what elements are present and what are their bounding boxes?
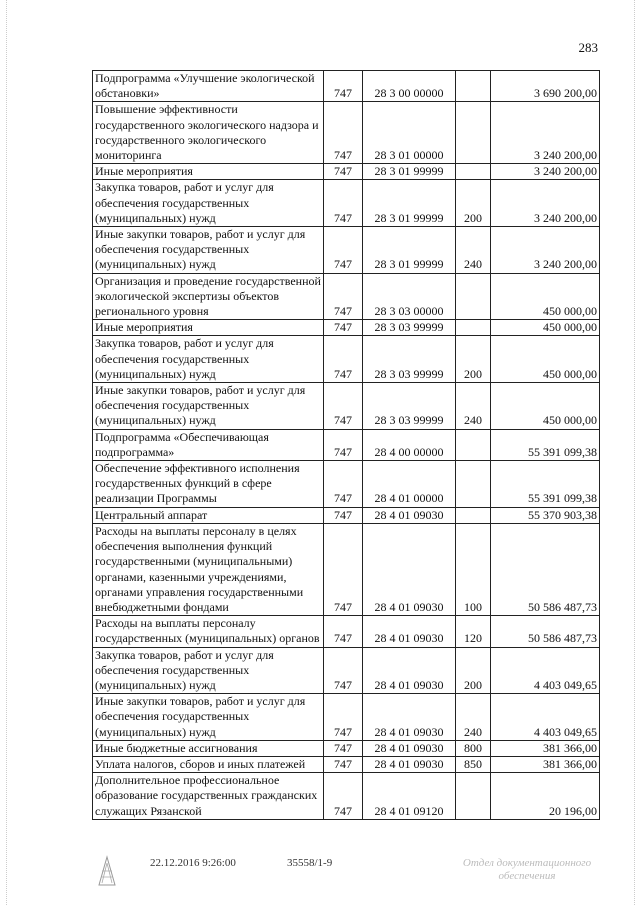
- row-name-cell: Закупка товаров, работ и услуг для обеспечения государственных (муниципальных) нужд: [93, 336, 324, 383]
- row-article-cell: 28 4 01 09030: [363, 756, 456, 772]
- row-name-cell: Подпрограмма «Улучшение экологической обстановки»: [93, 71, 324, 102]
- row-name-cell: Закупка товаров, работ и услуг для обеспечения государственных (муниципальных) нужд: [93, 647, 324, 694]
- row-sum-cell: 381 366,00: [491, 740, 600, 756]
- scan-edge-left: [6, 0, 8, 905]
- row-type-cell: 200: [456, 336, 491, 383]
- row-sum-cell: 3 240 200,00: [491, 164, 600, 180]
- row-sum-cell: 3 240 200,00: [491, 227, 600, 274]
- row-article-cell: 28 4 01 00000: [363, 461, 456, 508]
- table-row: [93, 773, 600, 820]
- row-name-cell: Центральный аппарат: [93, 507, 324, 523]
- print-date: 22.12.2016 9:26:00: [150, 857, 236, 869]
- row-name-cell: Подпрограмма «Обеспечивающая подпрограмма»: [93, 429, 324, 460]
- row-code-cell: 747: [324, 647, 363, 694]
- table-row: [93, 616, 600, 647]
- row-type-cell: 850: [456, 756, 491, 772]
- row-sum-cell: 20 196,00: [491, 773, 600, 820]
- row-article-cell: 28 4 01 09030: [363, 523, 456, 615]
- table-row: [93, 461, 600, 508]
- row-code-cell: 747: [324, 164, 363, 180]
- row-name-cell: Дополнительное профессиональное образование государственных гражданских служащих Рязанской: [93, 773, 324, 820]
- row-article-cell: 28 3 03 99999: [363, 320, 456, 336]
- table-row: [93, 336, 600, 383]
- row-code-cell: 747: [324, 773, 363, 820]
- row-article-cell: 28 4 01 09030: [363, 694, 456, 741]
- row-type-cell: 240: [456, 694, 491, 741]
- row-name-cell: Иные мероприятия: [93, 164, 324, 180]
- row-type-cell: [456, 164, 491, 180]
- table-row: [93, 507, 600, 523]
- row-type-cell: [456, 461, 491, 508]
- table-row: [93, 71, 600, 102]
- row-article-cell: 28 4 01 09030: [363, 507, 456, 523]
- row-article-cell: 28 4 01 09120: [363, 773, 456, 820]
- row-type-cell: 240: [456, 227, 491, 274]
- table-row: [93, 383, 600, 430]
- row-code-cell: 747: [324, 180, 363, 227]
- table-row: [93, 429, 600, 460]
- row-article-cell: 28 3 00 00000: [363, 71, 456, 102]
- row-type-cell: [456, 429, 491, 460]
- row-name-cell: Повышение эффективности государственного экологического надзора и государственного экологического мониторинга: [93, 102, 324, 164]
- row-sum-cell: 450 000,00: [491, 320, 600, 336]
- row-article-cell: 28 4 01 09030: [363, 647, 456, 694]
- row-name-cell: Уплата налогов, сборов и иных платежей: [93, 756, 324, 772]
- row-sum-cell: 3 240 200,00: [491, 102, 600, 164]
- table-row: [93, 694, 600, 741]
- table-row: [93, 740, 600, 756]
- row-code-cell: 747: [324, 273, 363, 320]
- row-sum-cell: 3 240 200,00: [491, 180, 600, 227]
- table-row: [93, 273, 600, 320]
- row-name-cell: Расходы на выплаты персоналу государственных (муниципальных) органов: [93, 616, 324, 647]
- table-row: [93, 180, 600, 227]
- scan-edge-right: [634, 0, 636, 905]
- row-code-cell: 747: [324, 616, 363, 647]
- row-name-cell: Организация и проведение государственной экологической экспертизы объектов регионального уровня: [93, 273, 324, 320]
- row-article-cell: 28 3 01 00000: [363, 102, 456, 164]
- row-type-cell: 120: [456, 616, 491, 647]
- page-number: 283: [578, 40, 598, 55]
- row-article-cell: 28 3 01 99999: [363, 164, 456, 180]
- department-stamp: Отдел документационного обеспечения: [462, 857, 592, 882]
- printer-logo-icon: [96, 855, 118, 889]
- row-sum-cell: 450 000,00: [491, 336, 600, 383]
- row-article-cell: 28 3 03 00000: [363, 273, 456, 320]
- row-sum-cell: 4 403 049,65: [491, 694, 600, 741]
- row-article-cell: 28 3 01 99999: [363, 180, 456, 227]
- row-sum-cell: 3 690 200,00: [491, 71, 600, 102]
- row-code-cell: 747: [324, 694, 363, 741]
- row-sum-cell: 381 366,00: [491, 756, 600, 772]
- row-sum-cell: 55 391 099,38: [491, 429, 600, 460]
- row-sum-cell: 55 391 099,38: [491, 461, 600, 508]
- row-article-cell: 28 4 00 00000: [363, 429, 456, 460]
- row-code-cell: 747: [324, 429, 363, 460]
- document-number: 35558/1-9: [287, 857, 333, 869]
- row-code-cell: 747: [324, 756, 363, 772]
- table-row: [93, 756, 600, 772]
- budget-table: [92, 70, 600, 820]
- row-code-cell: 747: [324, 227, 363, 274]
- table-row: [93, 227, 600, 274]
- table-row: [93, 647, 600, 694]
- row-type-cell: 200: [456, 180, 491, 227]
- budget-table-body: [93, 71, 600, 820]
- row-code-cell: 747: [324, 336, 363, 383]
- row-code-cell: 747: [324, 71, 363, 102]
- row-name-cell: Иные закупки товаров, работ и услуг для обеспечения государственных (муниципальных) нужд: [93, 227, 324, 274]
- row-article-cell: 28 3 03 99999: [363, 383, 456, 430]
- row-type-cell: [456, 273, 491, 320]
- row-code-cell: 747: [324, 320, 363, 336]
- row-article-cell: 28 3 03 99999: [363, 336, 456, 383]
- row-code-cell: 747: [324, 461, 363, 508]
- row-code-cell: 747: [324, 102, 363, 164]
- row-code-cell: 747: [324, 383, 363, 430]
- row-type-cell: 200: [456, 647, 491, 694]
- table-row: [93, 102, 600, 164]
- row-type-cell: [456, 71, 491, 102]
- row-type-cell: 240: [456, 383, 491, 430]
- row-sum-cell: 50 586 487,73: [491, 616, 600, 647]
- row-article-cell: 28 3 01 99999: [363, 227, 456, 274]
- row-type-cell: [456, 773, 491, 820]
- row-article-cell: 28 4 01 09030: [363, 740, 456, 756]
- row-sum-cell: 55 370 903,38: [491, 507, 600, 523]
- row-code-cell: 747: [324, 740, 363, 756]
- table-row: [93, 164, 600, 180]
- row-sum-cell: 450 000,00: [491, 383, 600, 430]
- row-name-cell: Иные бюджетные ассигнования: [93, 740, 324, 756]
- row-type-cell: 800: [456, 740, 491, 756]
- row-sum-cell: 4 403 049,65: [491, 647, 600, 694]
- row-name-cell: Обеспечение эффективного исполнения государственных функций в сфере реализации Программы: [93, 461, 324, 508]
- row-name-cell: Иные закупки товаров, работ и услуг для обеспечения государственных (муниципальных) нужд: [93, 694, 324, 741]
- row-type-cell: [456, 102, 491, 164]
- row-type-cell: [456, 320, 491, 336]
- table-row: [93, 320, 600, 336]
- document-footer: [0, 857, 640, 897]
- row-name-cell: Иные закупки товаров, работ и услуг для обеспечения государственных (муниципальных) нужд: [93, 383, 324, 430]
- table-row: [93, 523, 600, 615]
- row-name-cell: Расходы на выплаты персоналу в целях обеспечения выполнения функций государственными (муниципальными) органами, казенными учреждениями, органами управления государственными внебюджетными фондами: [93, 523, 324, 615]
- row-type-cell: [456, 507, 491, 523]
- row-article-cell: 28 4 01 09030: [363, 616, 456, 647]
- row-code-cell: 747: [324, 507, 363, 523]
- row-sum-cell: 50 586 487,73: [491, 523, 600, 615]
- row-name-cell: Иные мероприятия: [93, 320, 324, 336]
- row-name-cell: Закупка товаров, работ и услуг для обеспечения государственных (муниципальных) нужд: [93, 180, 324, 227]
- row-sum-cell: 450 000,00: [491, 273, 600, 320]
- row-type-cell: 100: [456, 523, 491, 615]
- row-code-cell: 747: [324, 523, 363, 615]
